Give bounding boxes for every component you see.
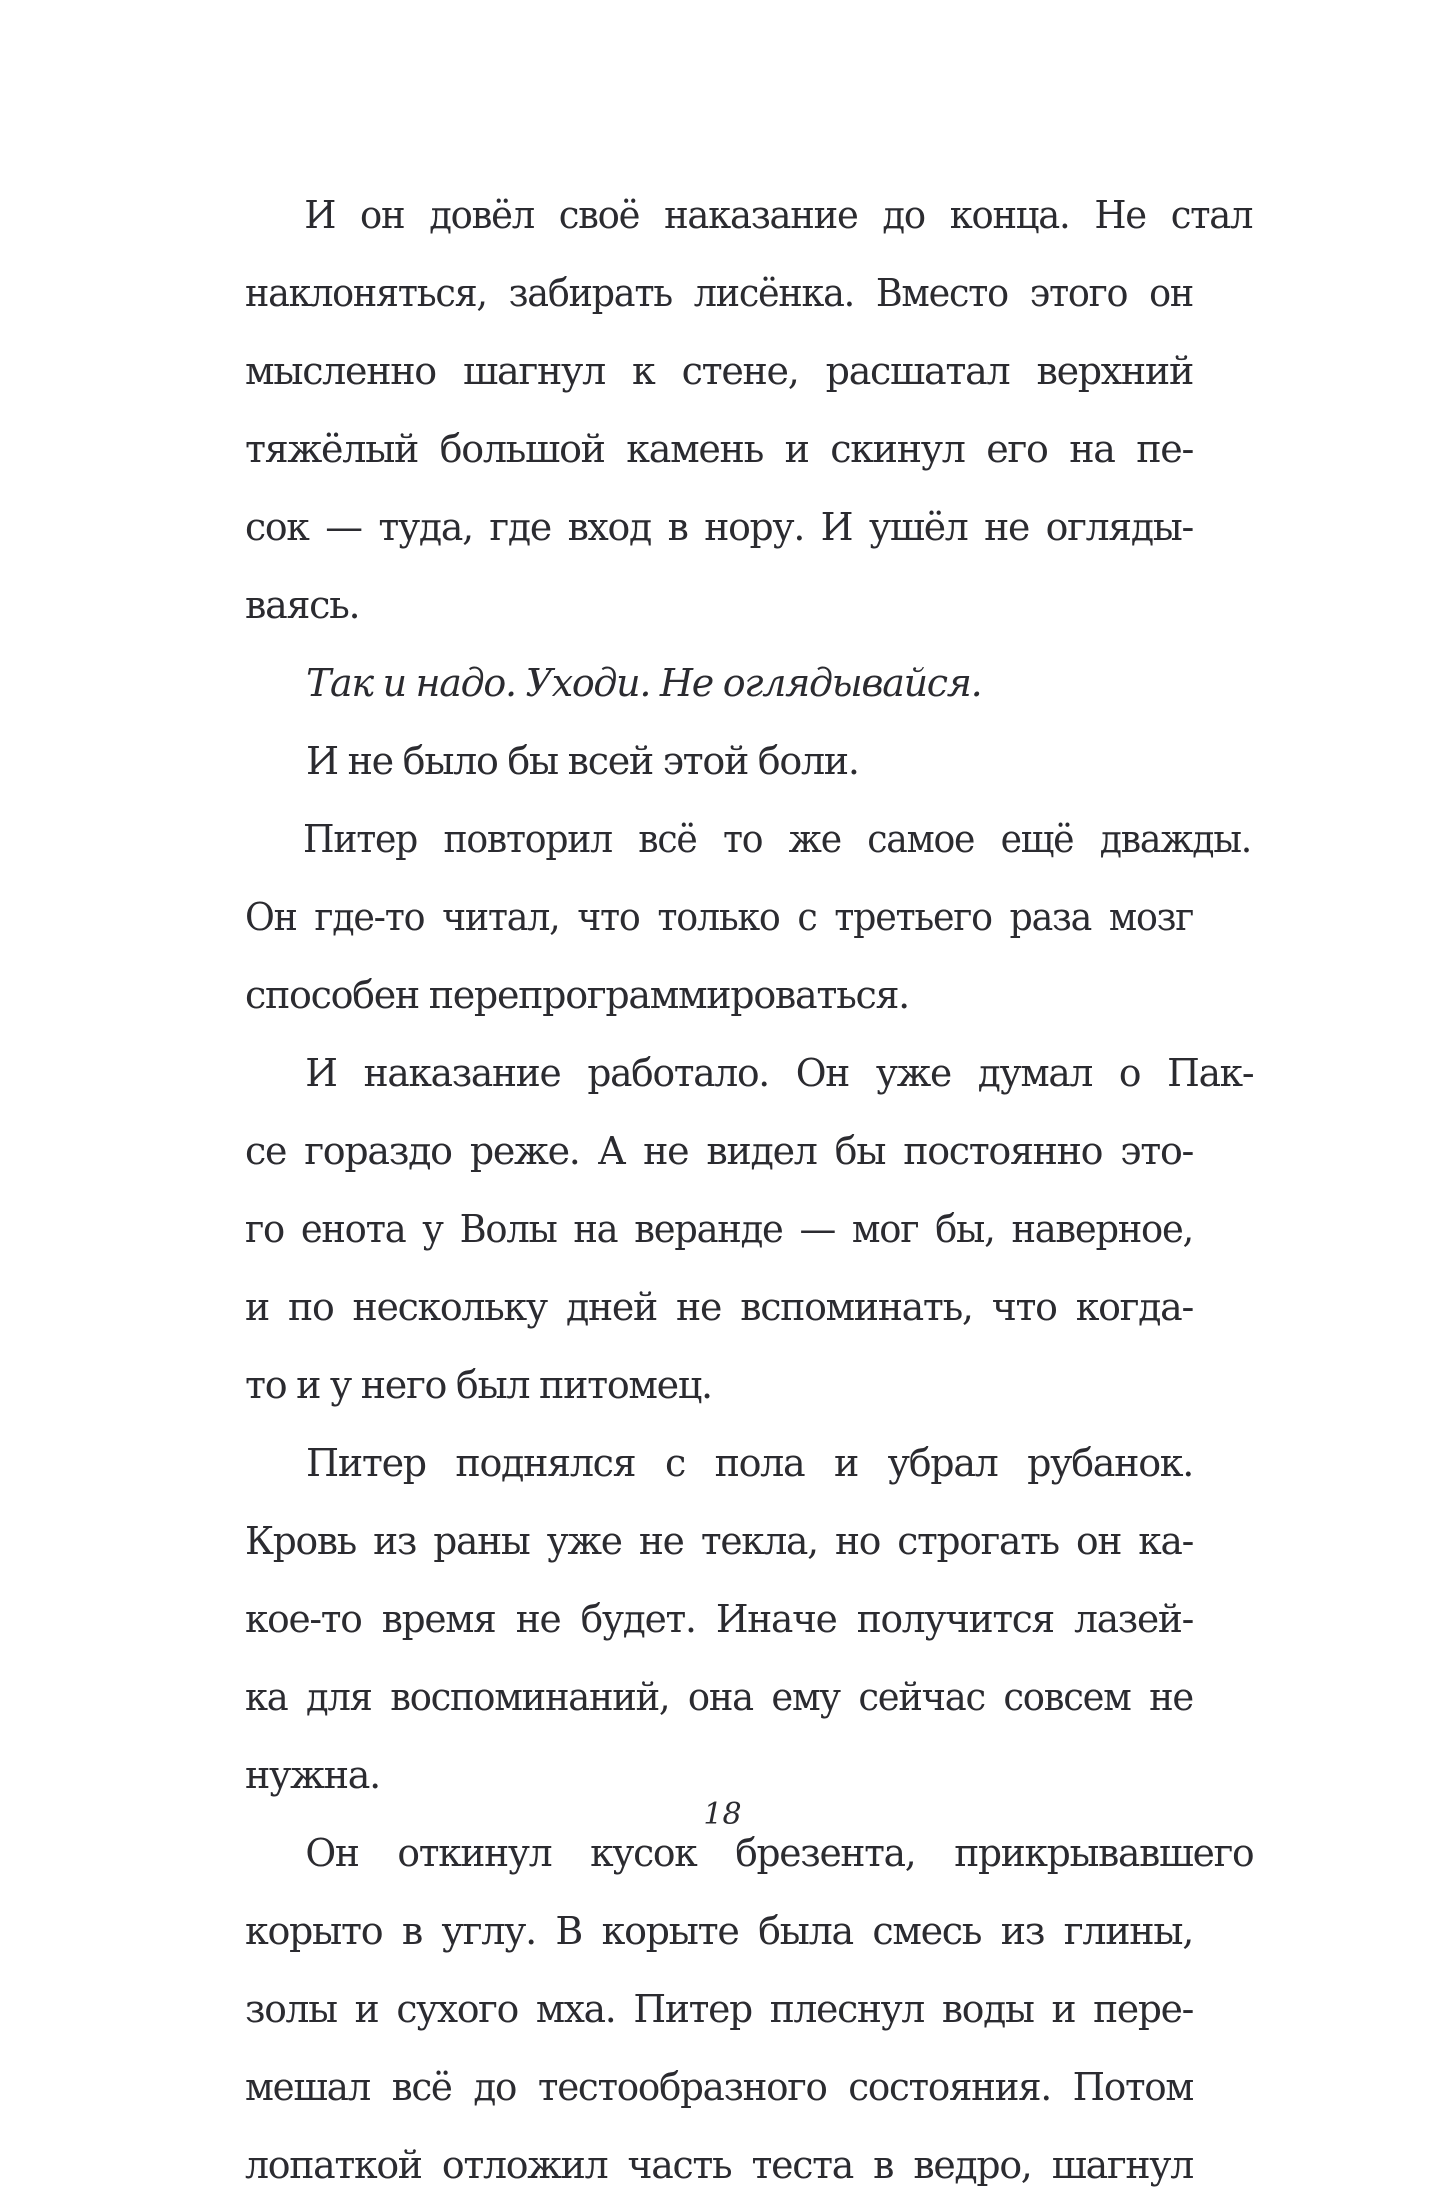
text-line: Он где-то читал, что только с третьего раза мозг <box>245 895 1194 939</box>
text-line: сок — туда, где вход в нору. И ушёл не огляды- <box>245 505 1194 549</box>
text-line: ка для воспоминаний, она ему сейчас совсем не <box>245 1675 1193 1719</box>
text-line: кое-то время не будет. Иначе получится лазей- <box>245 1597 1193 1641</box>
text-line: корыто в углу. В корыте была смесь из глины, <box>245 1909 1193 1953</box>
italic-paragraph <box>245 644 1193 722</box>
paragraph <box>245 1424 1193 1814</box>
text-line: ваясь. <box>245 583 360 627</box>
text-line: и по нескольку дней не вспоминать, что когда- <box>245 1285 1193 1329</box>
text-line: Питер поднялся с пола и убрал рубанок. <box>306 1441 1193 1485</box>
text-line: Кровь из раны уже не текла, но строгать он ка- <box>245 1519 1193 1563</box>
text-line: се гораздо реже. А не видел бы постоянно это- <box>245 1129 1194 1173</box>
text-line: то и у него был питомец. <box>245 1363 712 1407</box>
paragraph <box>245 800 1252 1034</box>
book-page-text <box>245 176 1254 2204</box>
text-line: И не было бы всей этой боли. <box>306 739 859 783</box>
paragraph <box>245 1814 1254 2204</box>
text-line: И он довёл своё наказание до конца. Не стал <box>304 193 1253 237</box>
page-number: 18 <box>703 1797 742 1832</box>
paragraph <box>245 1034 1254 1424</box>
text-line: тяжёлый большой камень и скинул его на пе- <box>245 427 1193 471</box>
text-line: Он откинул кусок брезента, прикрывавшего <box>305 1831 1254 1875</box>
paragraph <box>245 176 1253 644</box>
text-line: наклоняться, забирать лисёнка. Вместо этого он <box>245 271 1193 315</box>
text-line: И наказание работало. Он уже думал о Пак- <box>305 1051 1254 1095</box>
text-line: Так и надо. Уходи. Не оглядывайся. <box>306 661 982 705</box>
text-line: го енота у Волы на веранде — мог бы, наверное, <box>245 1207 1193 1251</box>
text-line: способен перепрограммироваться. <box>245 973 909 1017</box>
text-line: Питер повторил всё то же самое ещё дважды. <box>303 817 1252 861</box>
text-line: лопаткой отложил часть теста в ведро, шагнул <box>245 2143 1193 2187</box>
text-line: мысленно шагнул к стене, расшатал верхний <box>245 349 1193 393</box>
text-line: нужна. <box>245 1753 380 1797</box>
text-line: золы и сухого мха. Питер плеснул воды и пере- <box>245 1987 1194 2031</box>
text-line: мешал всё до тестообразного состояния. Потом <box>245 2065 1194 2109</box>
paragraph <box>245 722 1193 800</box>
